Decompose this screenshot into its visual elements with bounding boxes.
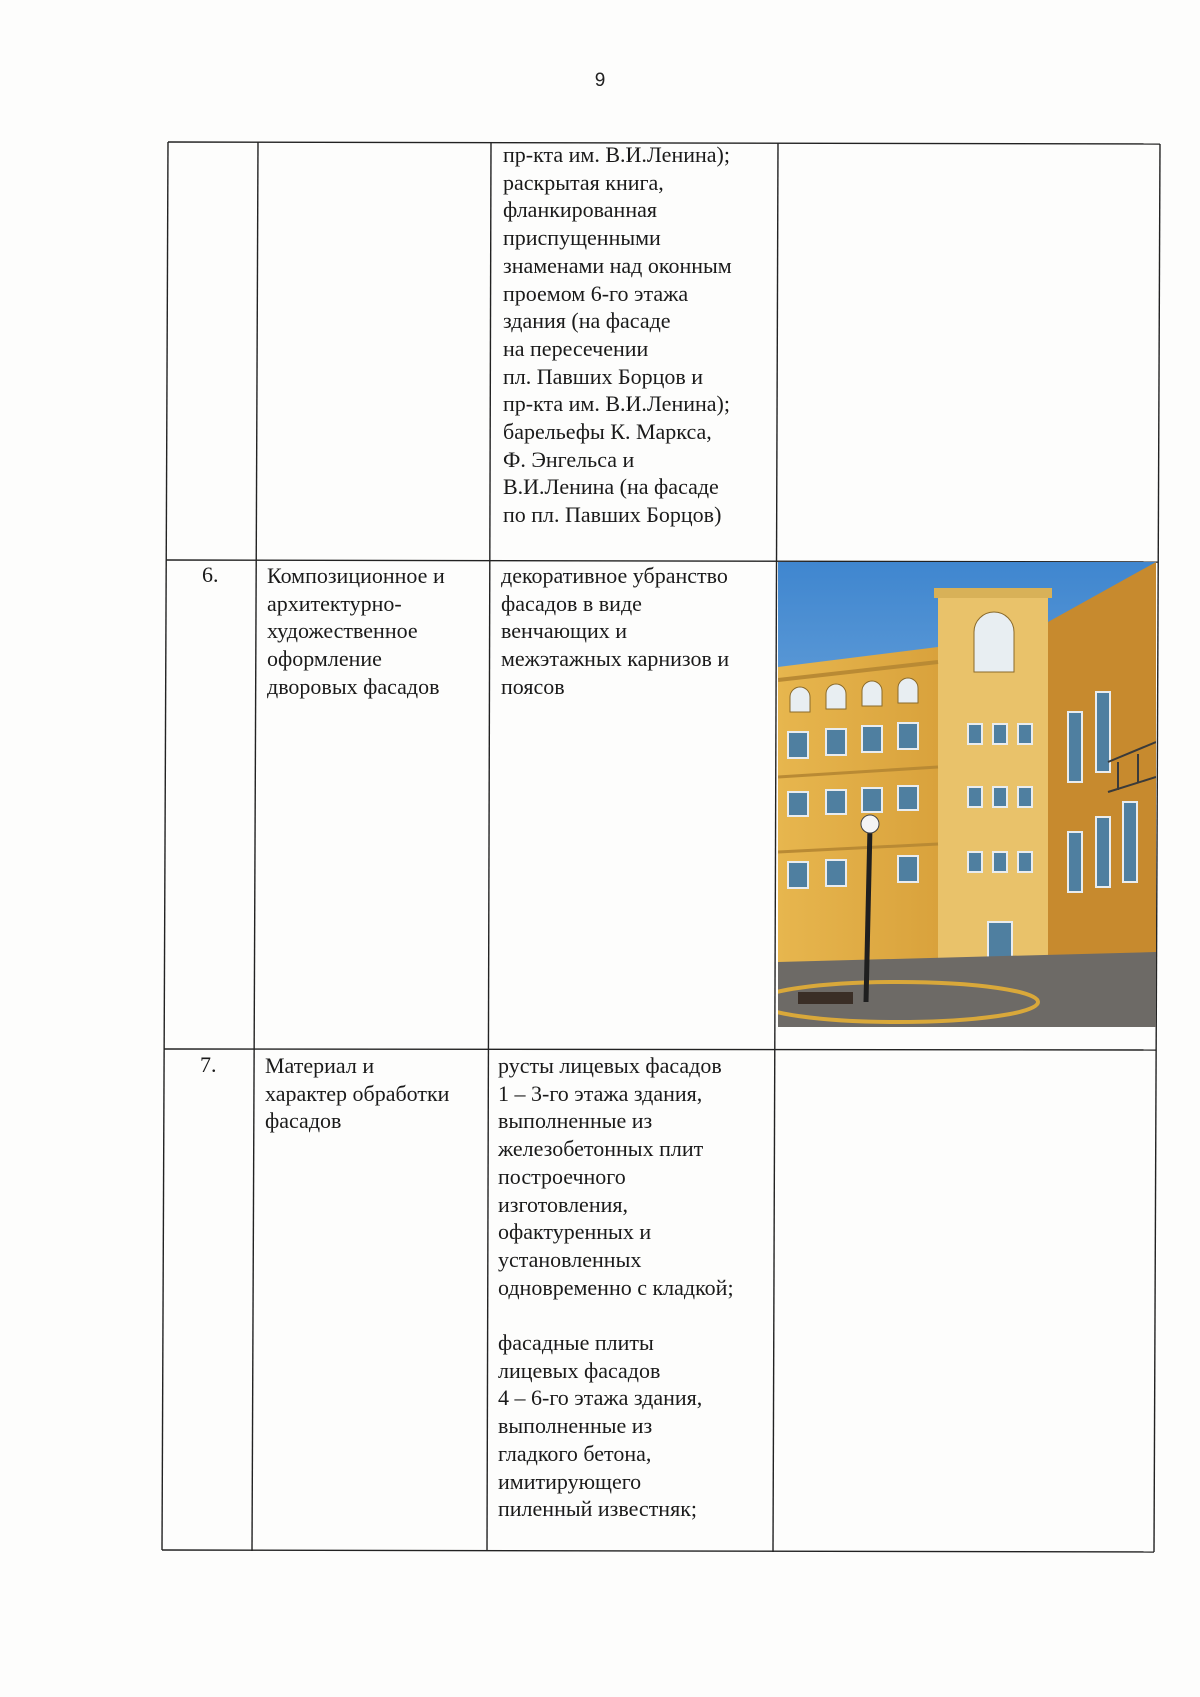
courtyard-facade-photo [778,562,1156,1027]
col-border-1 [252,142,258,1551]
row-divider-2 [164,1049,1156,1050]
table-bottom-border [162,1550,1154,1552]
row-1-description: пр-кта им. В.И.Ленина); раскрытая книга, фланкированная приспущенными знаменами над оконным проемом 6-го этажа здания (на фасаде на пересечении пл. Павших Борцов и пр-кта им. В.И.Ленина); барельефы К. Маркса, Ф. Энгельса и В.И.Ленина (на фасаде по пл. Павших Борцов) [503,142,732,528]
row-7-name: Материал и характер обработки фасадов [265,1053,450,1134]
row-7-description: русты лицевых фасадов 1 – 3-го этажа здания, выполненные из железобетонных плит построечного изготовления, офактуренных и установленных одновременно с кладкой; фасадные плиты лицевых фасадов 4 – 6-го этажа здания, выполненные из гладкого бетона, имитирующего пиленный известняк; [498,1053,734,1522]
page-number: 9 [594,70,606,91]
row-6-name: Композиционное и архитектурно- художественное оформление дворовых фасадов [267,563,445,699]
row-7-number: 7. [200,1052,217,1077]
col-border-left [162,142,168,1550]
row-6-description: декоративное убранство фасадов в виде венчающих и межэтажных карнизов и поясов [501,563,730,699]
col-border-2 [487,143,491,1551]
row-6-number: 6. [202,562,219,587]
